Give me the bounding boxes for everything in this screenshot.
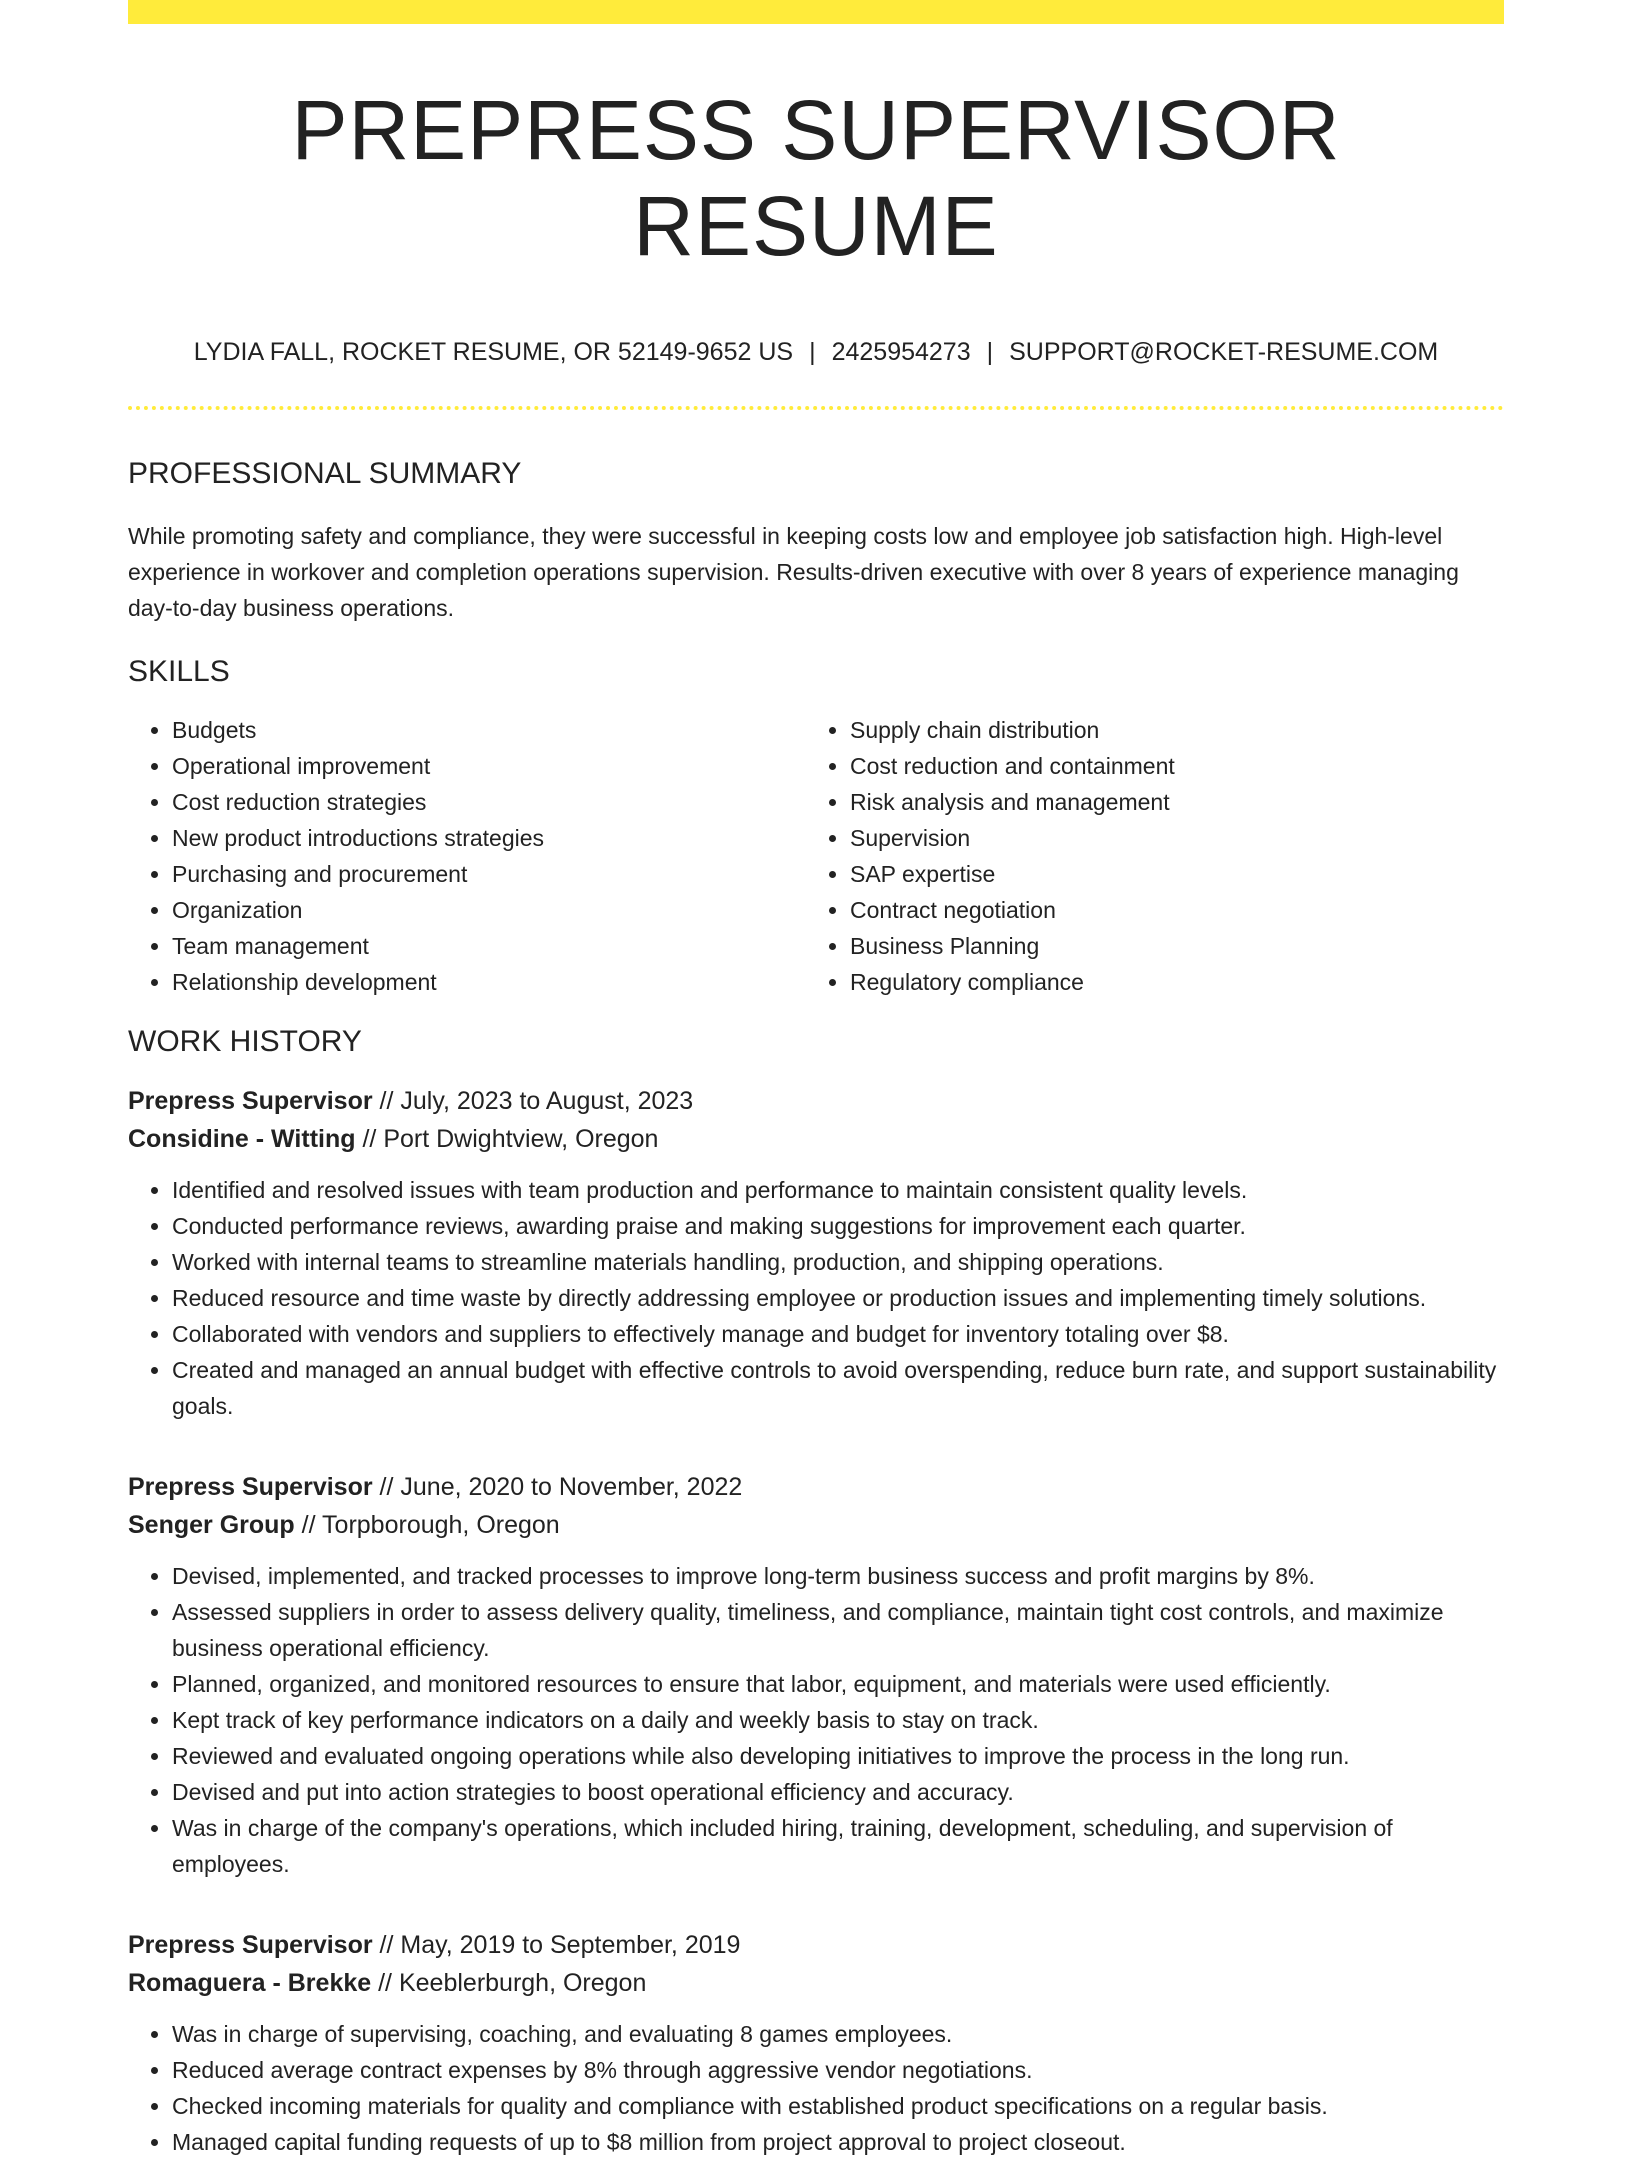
list-item: • Reviewed and evaluated ongoing operations while also developing initiatives to improve the process in the long run.: [172, 1738, 1504, 1774]
job-company: Senger Group: [128, 1511, 295, 1539]
list-item: • Conducted performance reviews, awarding praise and making suggestions for improvement each quarter.: [172, 1208, 1504, 1244]
job-company-line: [128, 1964, 1504, 2002]
contact-phone: 2425954273: [831, 338, 971, 366]
list-item: • Planned, organized, and monitored resources to ensure that labor, equipment, and materials were used efficiently.: [172, 1666, 1504, 1702]
skills-heading: SKILLS: [128, 655, 230, 688]
page-title: PREPRESS SUPERVISOR RESUME: [291, 83, 1341, 273]
list-item: • Risk analysis and management: [850, 784, 1484, 820]
work-history-heading: WORK HISTORY: [128, 1025, 362, 1058]
contact-separator: |: [986, 338, 994, 366]
job-dates: May, 2019 to September, 2019: [400, 1931, 741, 1959]
list-item: • Purchasing and procurement: [172, 856, 806, 892]
job-bullets: [128, 2016, 1504, 2160]
list-item: • Relationship development: [172, 964, 806, 1000]
job-role-line: [128, 1468, 1504, 1506]
job-bullets: [128, 1558, 1504, 1882]
job-dates: July, 2023 to August, 2023: [400, 1087, 694, 1115]
job-role: Prepress Supervisor: [128, 1087, 373, 1115]
list-item: • Supply chain distribution: [850, 712, 1484, 748]
list-item: • Created and managed an annual budget with effective controls to avoid overspending, reduce burn rate, and support sustainability goals.: [172, 1352, 1504, 1424]
job-role-line: [128, 1082, 1504, 1120]
list-item: • New product introductions strategies: [172, 820, 806, 856]
resume-content: [128, 0, 1504, 2160]
list-item: • Worked with internal teams to streamline materials handling, production, and shipping operations.: [172, 1244, 1504, 1280]
job-separator: //: [301, 1511, 316, 1539]
job-separator: //: [362, 1125, 377, 1153]
dotted-divider: [128, 406, 1504, 410]
list-item: • Checked incoming materials for quality and compliance with established product specifications on a regular basis.: [172, 2088, 1504, 2124]
skills-list-right: [806, 712, 1484, 1000]
job-role: Prepress Supervisor: [128, 1931, 373, 1959]
job-separator: //: [379, 1931, 394, 1959]
list-item: • Supervision: [850, 820, 1484, 856]
job-entry: [128, 1082, 1504, 1424]
list-item: • Kept track of key performance indicators on a daily and weekly basis to stay on track.: [172, 1702, 1504, 1738]
job-company-line: [128, 1120, 1504, 1158]
job-entry: [128, 1926, 1504, 2160]
job-separator: //: [379, 1473, 394, 1501]
job-company: Considine - Witting: [128, 1125, 356, 1153]
skills-list-left: [128, 712, 806, 1000]
job-role-line: [128, 1926, 1504, 1964]
list-item: • Organization: [172, 892, 806, 928]
work-history-list: [128, 1082, 1504, 2160]
job-bullets: [128, 1172, 1504, 1424]
job-dates: June, 2020 to November, 2022: [400, 1473, 743, 1501]
list-item: • Reduced average contract expenses by 8% through aggressive vendor negotiations.: [172, 2052, 1504, 2088]
list-item: • Devised, implemented, and tracked processes to improve long-term business success and profit margins by 8%.: [172, 1558, 1504, 1594]
contact-address: LYDIA FALL, ROCKET RESUME, OR 52149-9652 US: [193, 338, 794, 366]
job-separator: //: [379, 1087, 394, 1115]
job-location: Keeblerburgh, Oregon: [398, 1969, 647, 1997]
list-item: • Regulatory compliance: [850, 964, 1484, 1000]
list-item: • Devised and put into action strategies to boost operational efficiency and accuracy.: [172, 1774, 1504, 1810]
contact-email: SUPPORT@ROCKET-RESUME.COM: [1009, 338, 1439, 366]
job-location: Torpborough, Oregon: [322, 1511, 560, 1539]
list-item: • Budgets: [172, 712, 806, 748]
list-item: • Was in charge of supervising, coaching, and evaluating 8 games employees.: [172, 2016, 1504, 2052]
list-item: • Business Planning: [850, 928, 1484, 964]
list-item: • Managed capital funding requests of up to $8 million from project approval to project closeout.: [172, 2124, 1504, 2160]
job-role: Prepress Supervisor: [128, 1473, 373, 1501]
job-company: Romaguera - Brekke: [128, 1969, 372, 1997]
list-item: • Collaborated with vendors and suppliers to effectively manage and budget for inventory totaling over $8.: [172, 1316, 1504, 1352]
contact-line: [128, 336, 1504, 368]
list-item: • SAP expertise: [850, 856, 1484, 892]
list-item: • Assessed suppliers in order to assess delivery quality, timeliness, and compliance, maintain tight cost controls, and maximize business operational efficiency.: [172, 1594, 1504, 1666]
summary-heading: PROFESSIONAL SUMMARY: [128, 457, 522, 490]
skills-columns: [128, 712, 1504, 1000]
list-item: • Cost reduction strategies: [172, 784, 806, 820]
summary-text: While promoting safety and compliance, they were successful in keeping costs low and employee job satisfaction high. High-level experience in workover and completion operations supervision. Results-driven executive with over 8 years of experience managing day-to-day business operations.: [128, 523, 1459, 621]
job-entry: [128, 1468, 1504, 1882]
list-item: • Was in charge of the company's operations, which included hiring, training, development, scheduling, and supervision of employees.: [172, 1810, 1504, 1882]
list-item: • Reduced resource and time waste by directly addressing employee or production issues and implementing timely solutions.: [172, 1280, 1504, 1316]
list-item: • Operational improvement: [172, 748, 806, 784]
list-item: • Team management: [172, 928, 806, 964]
contact-separator: |: [809, 338, 816, 366]
job-location: Port Dwightview, Oregon: [383, 1125, 659, 1153]
list-item: • Cost reduction and containment: [850, 748, 1484, 784]
job-separator: //: [378, 1969, 393, 1997]
job-company-line: [128, 1506, 1504, 1544]
list-item: • Identified and resolved issues with team production and performance to maintain consistent quality levels.: [172, 1172, 1504, 1208]
list-item: • Contract negotiation: [850, 892, 1484, 928]
